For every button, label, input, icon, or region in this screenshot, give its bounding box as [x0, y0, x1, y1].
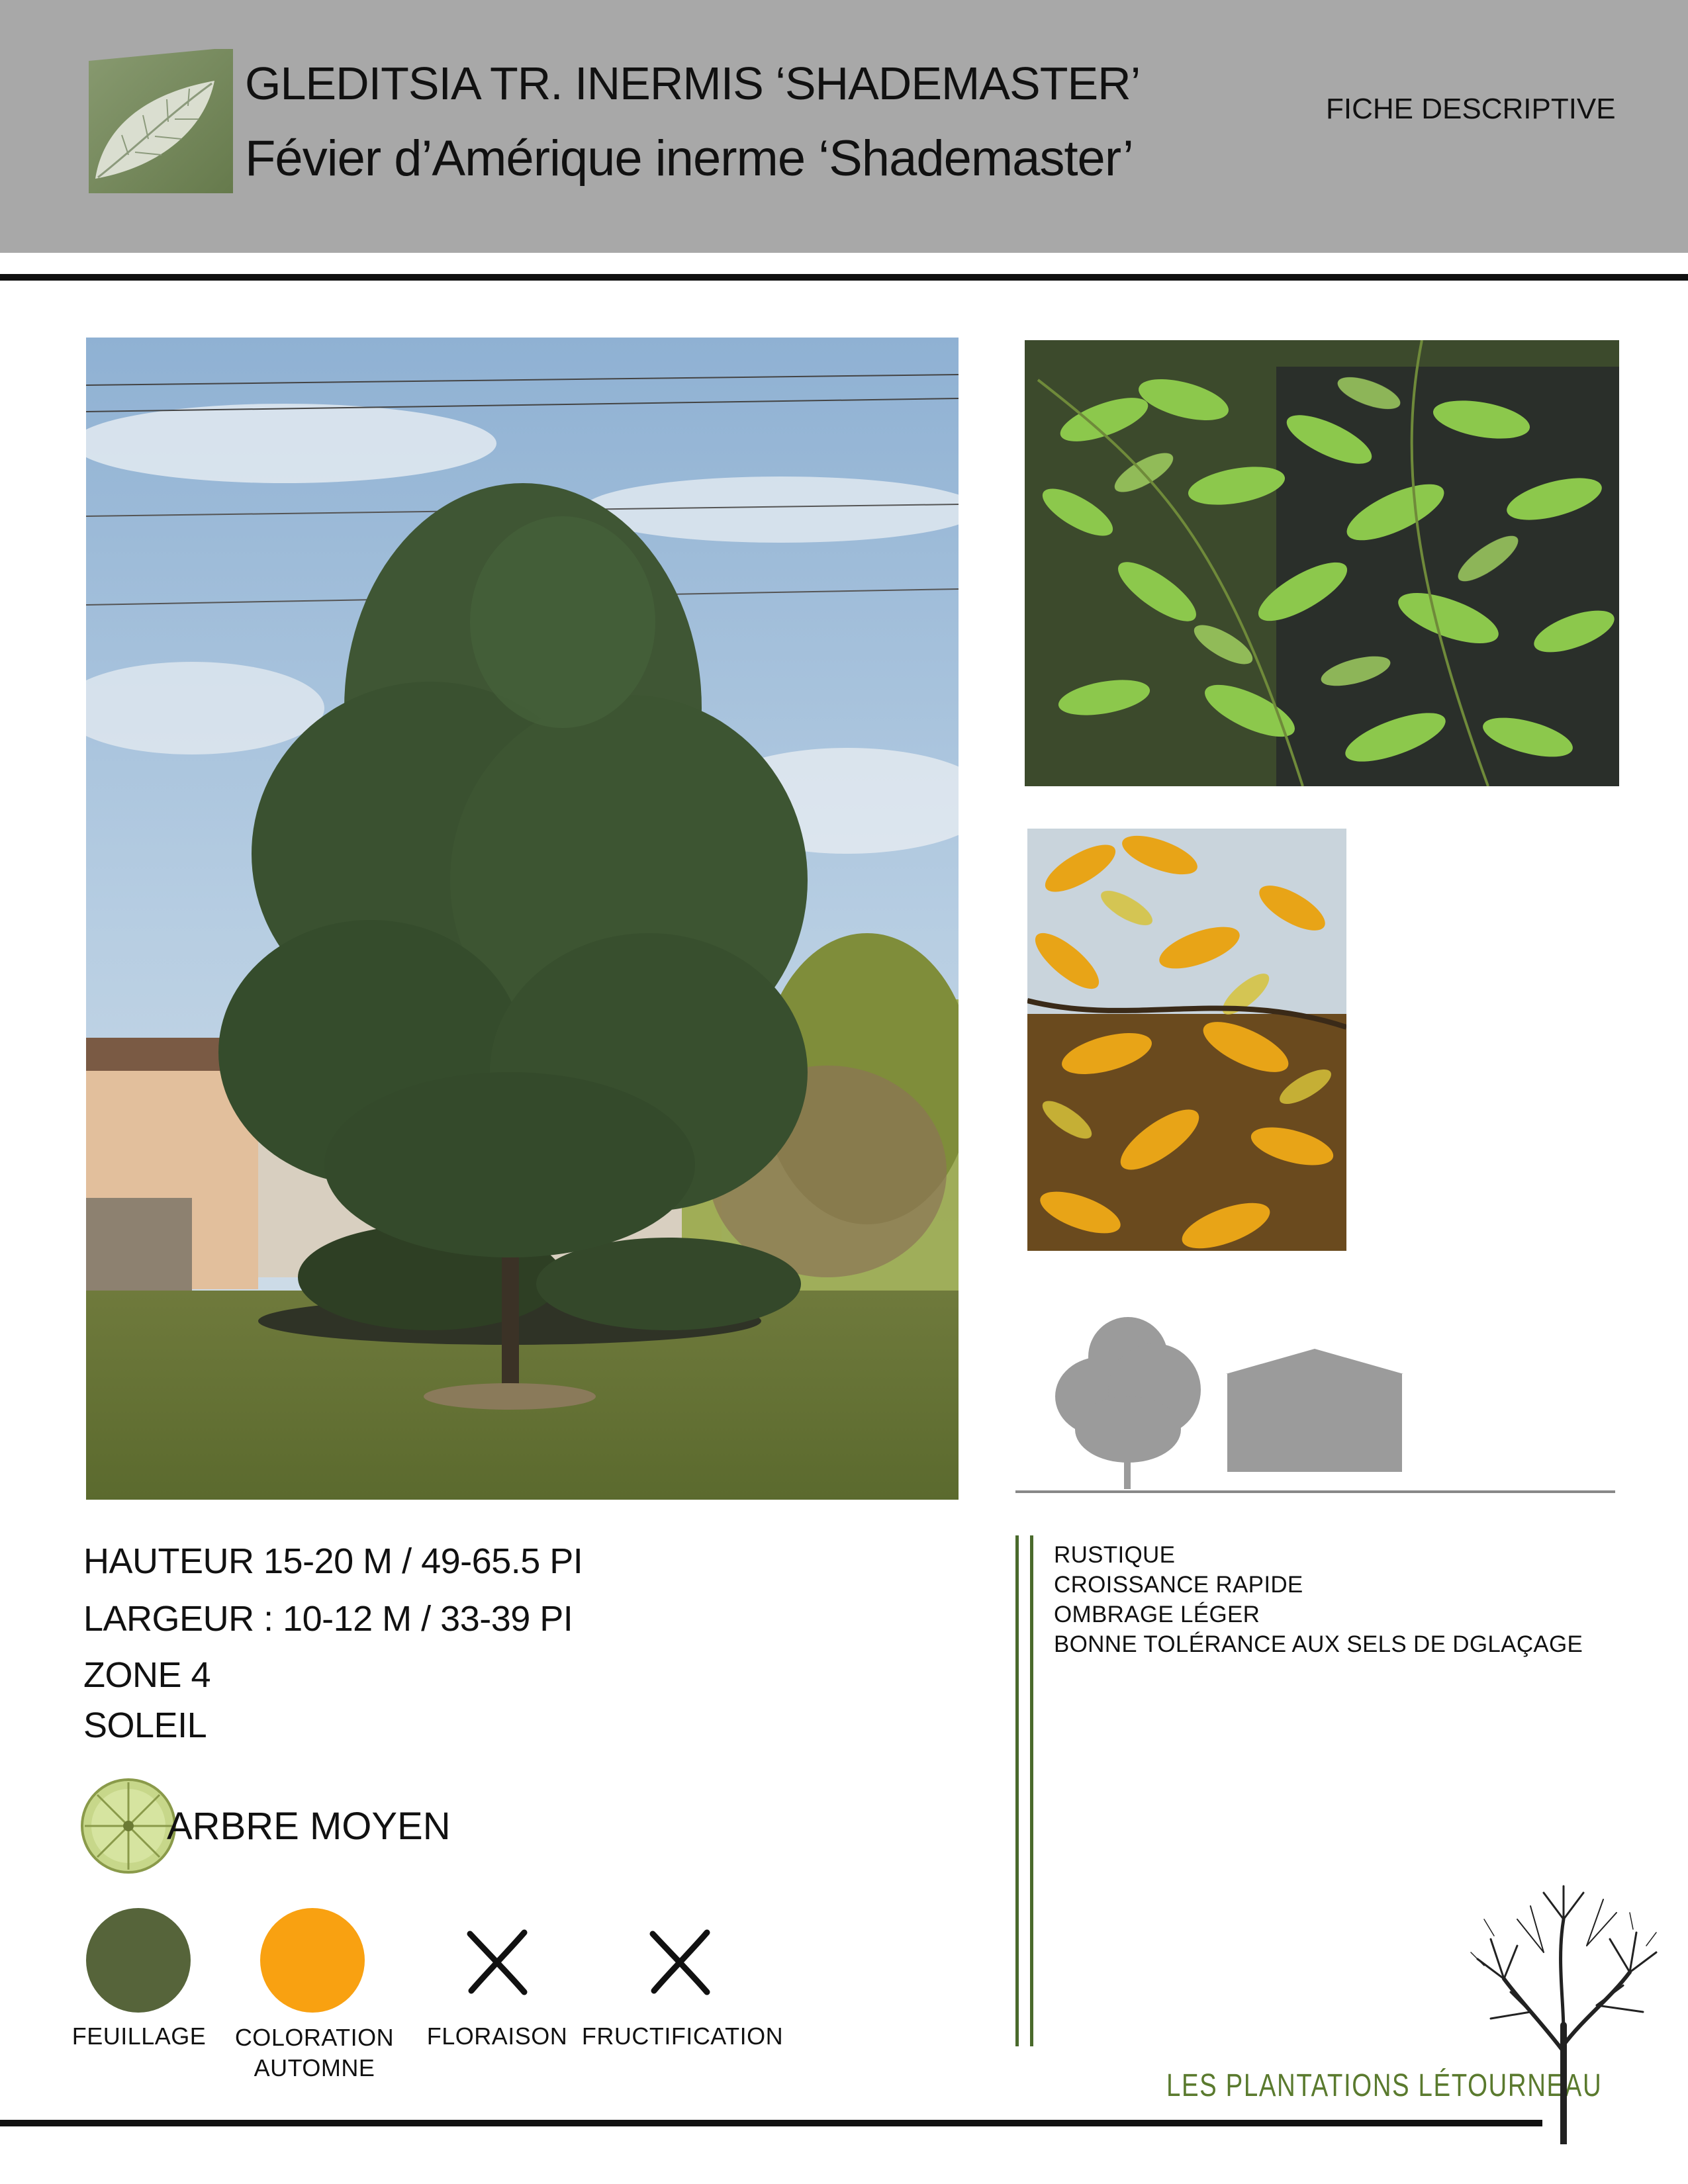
trait-item: OMBRAGE LÉGER — [1054, 1602, 1260, 1627]
company-name: LES PLANTATIONS LÉTOURNEAU — [1166, 2068, 1603, 2103]
autumn-label-line2: AUTOMNE — [254, 2054, 375, 2081]
scale-silhouette — [1015, 1304, 1615, 1502]
autumn-color-swatch — [260, 1908, 365, 2013]
x-mark-icon — [643, 1926, 716, 1999]
trait-item: BONNE TOLÉRANCE AUX SELS DE DGLAÇAGE — [1054, 1631, 1583, 1657]
foliage-photo — [1025, 340, 1619, 786]
foliage-color-swatch — [86, 1908, 191, 2013]
trait-item: CROISSANCE RAPIDE — [1054, 1572, 1303, 1598]
autumn-foliage-photo — [1027, 829, 1346, 1251]
document-type-label: FICHE DESCRIPTIVE — [1326, 93, 1616, 125]
common-name-title: Févier d’Amérique inerme ‘Shademaster’ — [245, 130, 1133, 187]
flowering-label: FLORAISON — [426, 2023, 568, 2050]
bare-tree-logo — [1464, 1880, 1663, 2144]
latin-name-title: GLEDITSIA TR. INERMIS ‘SHADEMASTER’ — [245, 58, 1141, 109]
header-bar — [0, 0, 1688, 253]
traits-divider-line — [1030, 1535, 1033, 2046]
x-mark-icon — [461, 1926, 534, 1999]
exposure-spec: SOLEIL — [83, 1706, 207, 1745]
tree-silhouette-icon — [1055, 1317, 1201, 1489]
size-class-label: ARBRE MOYEN — [167, 1805, 451, 1848]
traits-divider-line — [1015, 1535, 1019, 2046]
tree-canopy-icon — [79, 1777, 177, 1875]
foliage-label: FEUILLAGE — [71, 2023, 207, 2050]
top-divider — [0, 274, 1688, 281]
hardiness-zone-spec: ZONE 4 — [83, 1655, 211, 1695]
bottom-divider — [0, 2120, 1542, 2126]
width-spec: LARGEUR : 10-12 M / 33-39 PI — [83, 1599, 573, 1639]
trait-item: RUSTIQUE — [1054, 1542, 1176, 1568]
autumn-label-line1: COLORATION — [234, 2024, 395, 2051]
leaf-icon — [89, 49, 233, 193]
tree-photo — [86, 338, 959, 1500]
house-silhouette-icon — [1226, 1349, 1403, 1472]
autumn-coloration-label — [218, 2023, 410, 2083]
fruiting-label: FRUCTIFICATION — [581, 2023, 784, 2050]
height-spec: HAUTEUR 15-20 M / 49-65.5 PI — [83, 1541, 583, 1581]
